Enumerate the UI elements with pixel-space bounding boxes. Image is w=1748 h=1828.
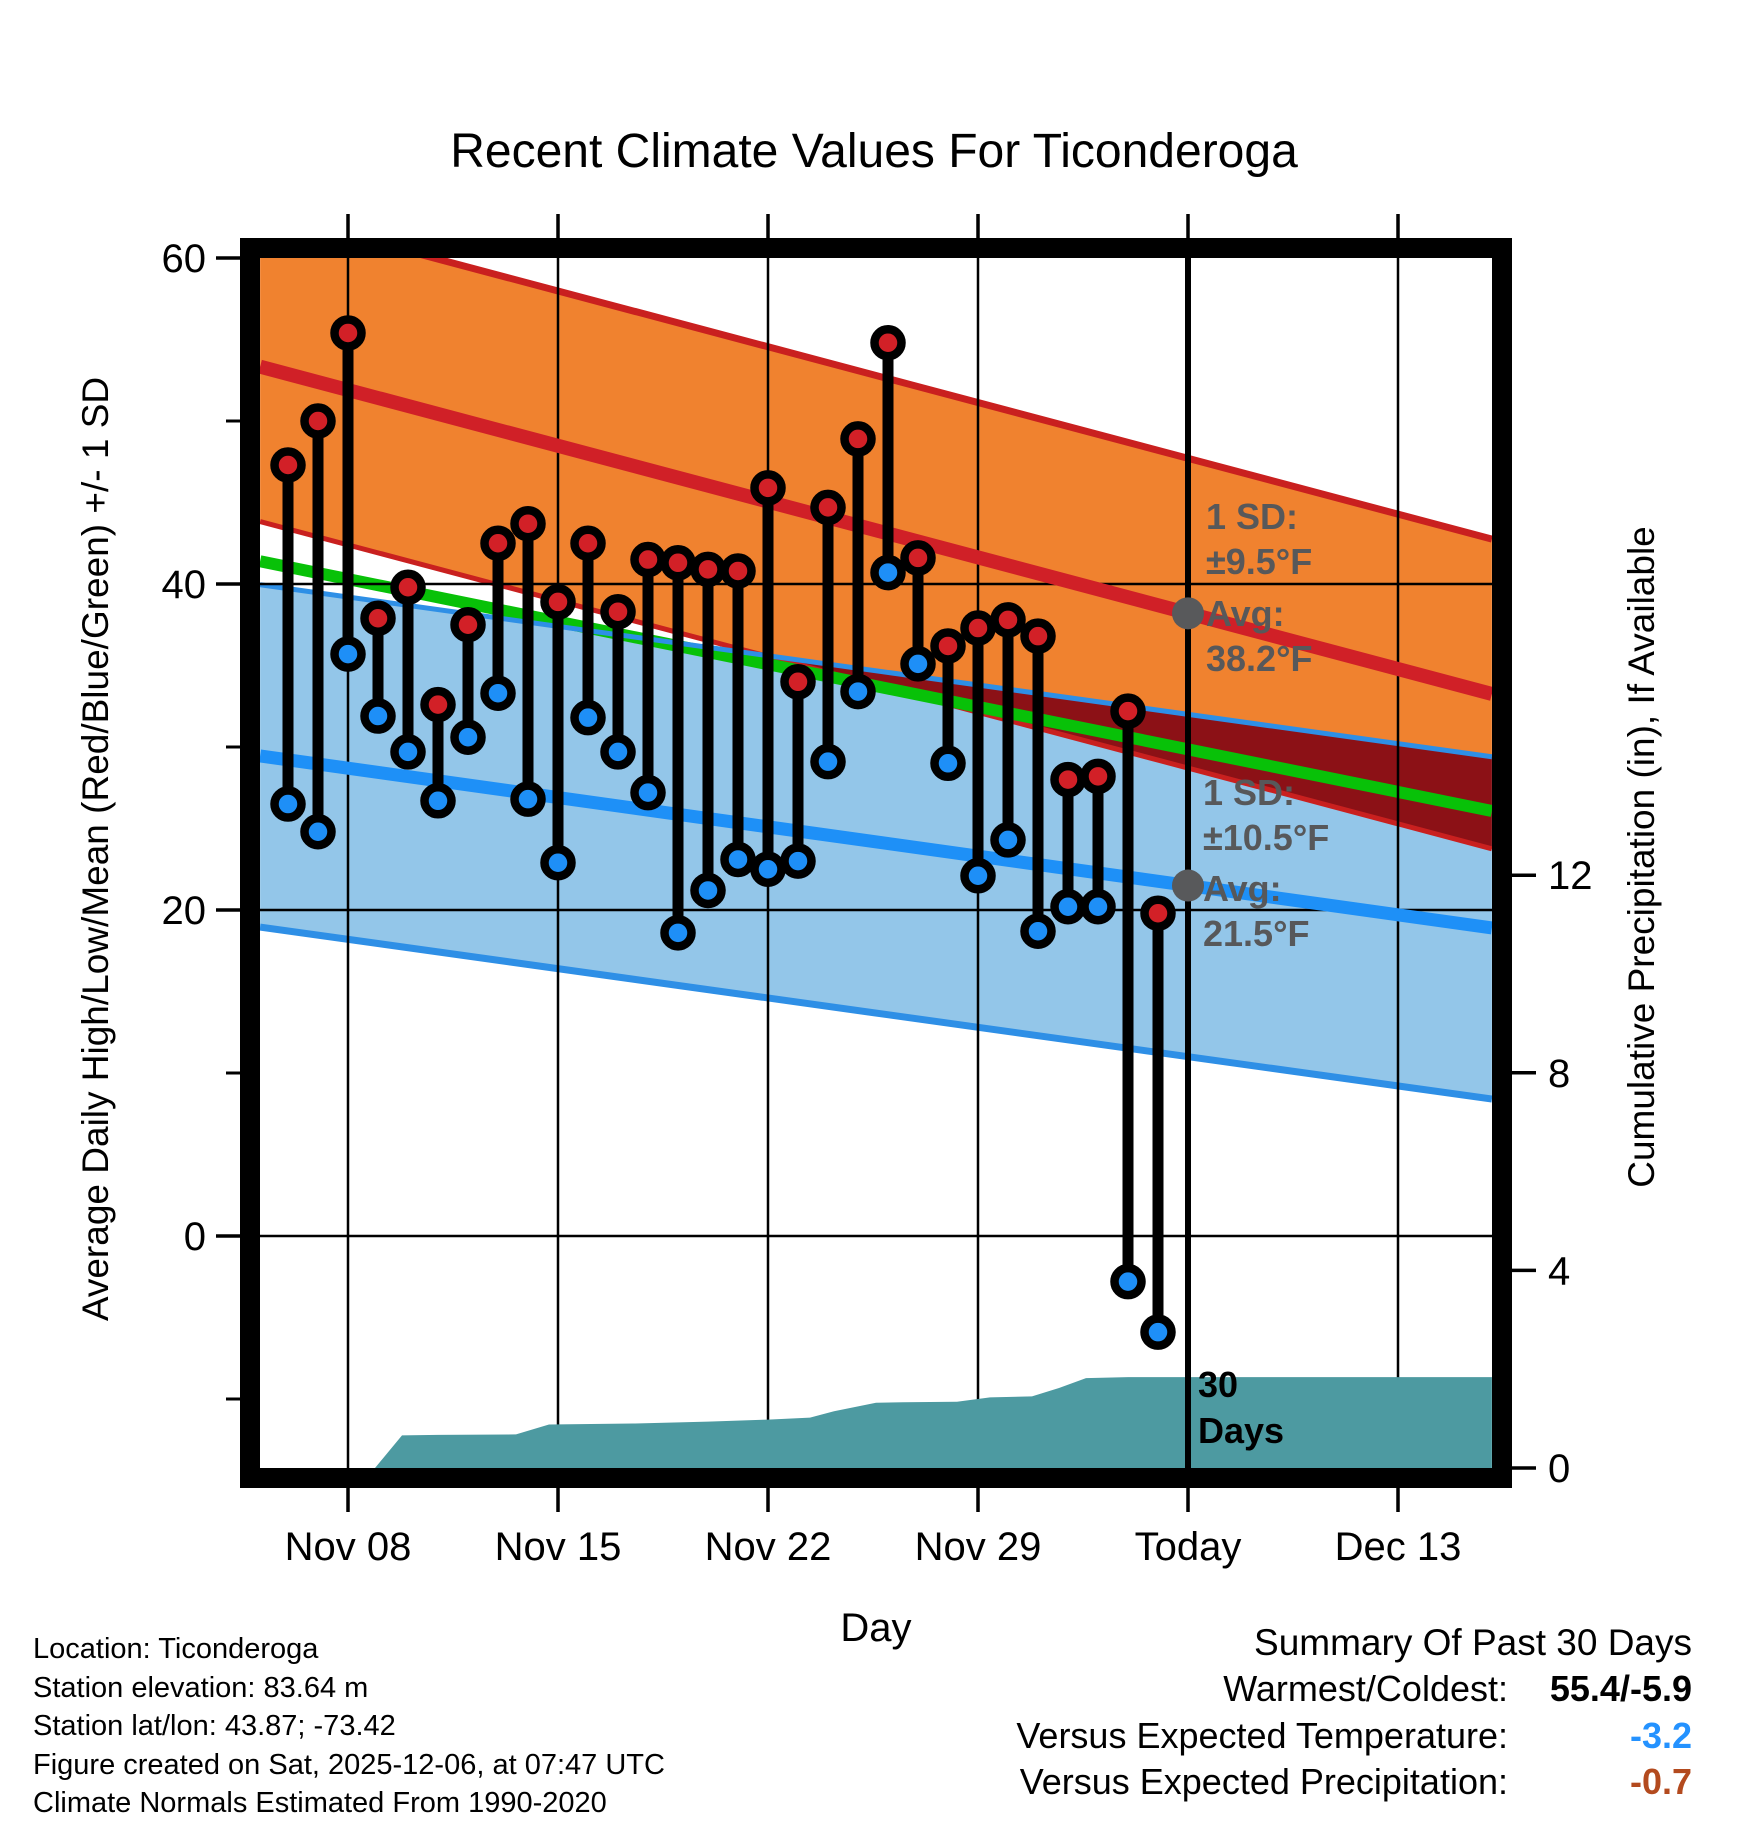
x-tick-label: Nov 08 xyxy=(284,1525,412,1569)
figure-created: Figure created on Sat, 2025-12-06, at 07:47 UTC xyxy=(33,1748,665,1781)
avg-low-marker xyxy=(1172,870,1204,902)
daily-high-dot xyxy=(605,598,632,625)
daily-high-dot xyxy=(395,574,422,601)
x-tick-label: Nov 15 xyxy=(494,1525,622,1569)
daily-high-dot xyxy=(905,544,932,571)
daily-high-dot xyxy=(755,474,782,501)
high-sd-annotation-line2: ±9.5°F xyxy=(1206,541,1313,582)
daily-low-dot xyxy=(635,779,662,806)
daily-low-dot xyxy=(1115,1268,1142,1295)
y-left-tick-label: 0 xyxy=(183,1215,206,1259)
daily-low-dot xyxy=(905,650,932,677)
daily-high-dot xyxy=(1025,623,1052,650)
y-right-tick-label: 8 xyxy=(1548,1051,1571,1096)
daily-low-dot xyxy=(455,724,482,751)
vs-expected-temperature-label: Versus Expected Temperature: xyxy=(1016,1714,1508,1756)
daily-high-dot xyxy=(275,452,302,479)
daily-low-dot xyxy=(725,846,752,873)
low-avg-annotation xyxy=(1203,866,1309,956)
daily-low-dot xyxy=(1085,893,1112,920)
daily-high-dot xyxy=(515,510,542,537)
daily-high-dot xyxy=(935,632,962,659)
avg-high-marker xyxy=(1172,597,1204,629)
climate-normals-note: Climate Normals Estimated From 1990-2020 xyxy=(33,1787,607,1820)
warmest-coldest-label: Warmest/Coldest: xyxy=(1223,1668,1508,1709)
daily-low-dot xyxy=(545,849,572,876)
daily-low-dot xyxy=(1145,1319,1172,1346)
daily-high-dot xyxy=(575,530,602,557)
cumulative-precip-area xyxy=(375,1377,1492,1468)
page-title: Recent Climate Values For Ticonderoga xyxy=(450,125,1298,178)
thirty-days-annotation-line1: 30 xyxy=(1198,1364,1239,1405)
x-tick-label: Nov 29 xyxy=(914,1525,1042,1569)
daily-high-dot xyxy=(815,494,842,521)
warmest-coldest-value: 55.4/-5.9 xyxy=(1549,1668,1692,1709)
summary-row-vs-precipitation xyxy=(1016,1759,1692,1806)
daily-high-dot xyxy=(635,546,662,573)
daily-low-dot xyxy=(935,750,962,777)
daily-high-dot xyxy=(545,588,572,615)
daily-low-dot xyxy=(995,826,1022,853)
daily-high-dot xyxy=(875,329,902,356)
daily-high-dot xyxy=(845,425,872,452)
daily-high-dot xyxy=(1055,766,1082,793)
y-right-axis-label: Cumulative Precipitation (in), If Available xyxy=(1621,526,1662,1188)
daily-high-dot xyxy=(1115,698,1142,725)
daily-low-dot xyxy=(305,818,332,845)
daily-high-dot xyxy=(695,556,722,583)
daily-high-dot xyxy=(665,549,692,576)
daily-high-dot xyxy=(995,606,1022,633)
daily-low-dot xyxy=(665,919,692,946)
high-avg-annotation-line1: Avg: xyxy=(1206,593,1285,634)
vs-expected-temperature-value: -3.2 xyxy=(1629,1714,1692,1756)
vs-expected-precipitation-value: -0.7 xyxy=(1629,1761,1692,1802)
high-avg-annotation xyxy=(1206,591,1312,681)
summary-block xyxy=(1016,1620,1692,1806)
summary-heading: Summary Of Past 30 Days xyxy=(1254,1622,1692,1663)
y-right-tick-label: 4 xyxy=(1548,1249,1571,1294)
daily-high-dot xyxy=(365,605,392,632)
low-sd-annotation-line2: ±10.5°F xyxy=(1203,817,1330,858)
daily-low-dot xyxy=(365,703,392,730)
daily-low-dot xyxy=(1055,893,1082,920)
daily-low-dot xyxy=(515,786,542,813)
high-sd-annotation-line1: 1 SD: xyxy=(1206,496,1299,537)
daily-high-dot xyxy=(335,319,362,346)
daily-high-dot xyxy=(485,530,512,557)
daily-low-dot xyxy=(845,678,872,705)
daily-low-dot xyxy=(605,738,632,765)
thirty-days-annotation-line2: Days xyxy=(1198,1410,1285,1451)
daily-low-dot xyxy=(275,791,302,818)
y-right-tick-label: 0 xyxy=(1548,1447,1571,1491)
low-sd-annotation xyxy=(1203,770,1329,860)
thirty-days-annotation xyxy=(1198,1362,1284,1454)
daily-low-dot xyxy=(965,862,992,889)
low-avg-annotation-line1: Avg: xyxy=(1203,868,1282,909)
y-left-tick-label: 20 xyxy=(161,889,206,933)
daily-high-dot xyxy=(1145,900,1172,927)
y-left-axis-label: Average Daily High/Low/Mean (Red/Blue/Green) +/- 1 SD xyxy=(75,376,116,1322)
low-sd-annotation-line1: 1 SD: xyxy=(1203,772,1296,813)
daily-low-dot xyxy=(1025,918,1052,945)
daily-low-dot xyxy=(755,856,782,883)
x-tick-label: Dec 13 xyxy=(1334,1525,1462,1569)
daily-high-dot xyxy=(725,557,752,584)
summary-row-vs-temperature xyxy=(1016,1713,1692,1760)
daily-low-dot xyxy=(575,704,602,731)
station-elevation: Station elevation: 83.64 m xyxy=(33,1671,369,1704)
high-avg-annotation-line2: 38.2°F xyxy=(1206,638,1313,679)
daily-low-dot xyxy=(785,848,812,875)
high-sd-annotation xyxy=(1206,494,1312,584)
daily-low-dot xyxy=(485,680,512,707)
vs-expected-precipitation-label: Versus Expected Precipitation: xyxy=(1019,1761,1508,1802)
x-axis-label: Day xyxy=(840,1606,912,1650)
daily-low-dot xyxy=(425,787,452,814)
daily-high-dot xyxy=(455,611,482,638)
x-tick-label: Nov 22 xyxy=(704,1525,832,1569)
x-tick-label: Today xyxy=(1134,1525,1242,1569)
station-location: Location: Ticonderoga xyxy=(33,1633,319,1665)
station-latlon: Station lat/lon: 43.87; -73.42 xyxy=(33,1710,396,1743)
daily-low-dot xyxy=(695,877,722,904)
daily-low-dot xyxy=(815,748,842,775)
daily-low-dot xyxy=(335,641,362,668)
daily-high-dot xyxy=(1085,763,1112,790)
daily-high-dot xyxy=(425,691,452,718)
y-left-tick-label: 40 xyxy=(161,563,206,607)
station-info-block xyxy=(33,1630,665,1823)
daily-low-dot xyxy=(395,738,422,765)
low-avg-annotation-line2: 21.5°F xyxy=(1203,913,1310,954)
daily-low-dot xyxy=(875,559,902,586)
summary-row-warmest-coldest xyxy=(1016,1666,1692,1713)
daily-high-dot xyxy=(965,615,992,642)
daily-high-dot xyxy=(785,668,812,695)
y-left-tick-label: 60 xyxy=(161,237,206,281)
daily-high-dot xyxy=(305,408,332,435)
y-right-tick-label: 12 xyxy=(1548,854,1593,899)
